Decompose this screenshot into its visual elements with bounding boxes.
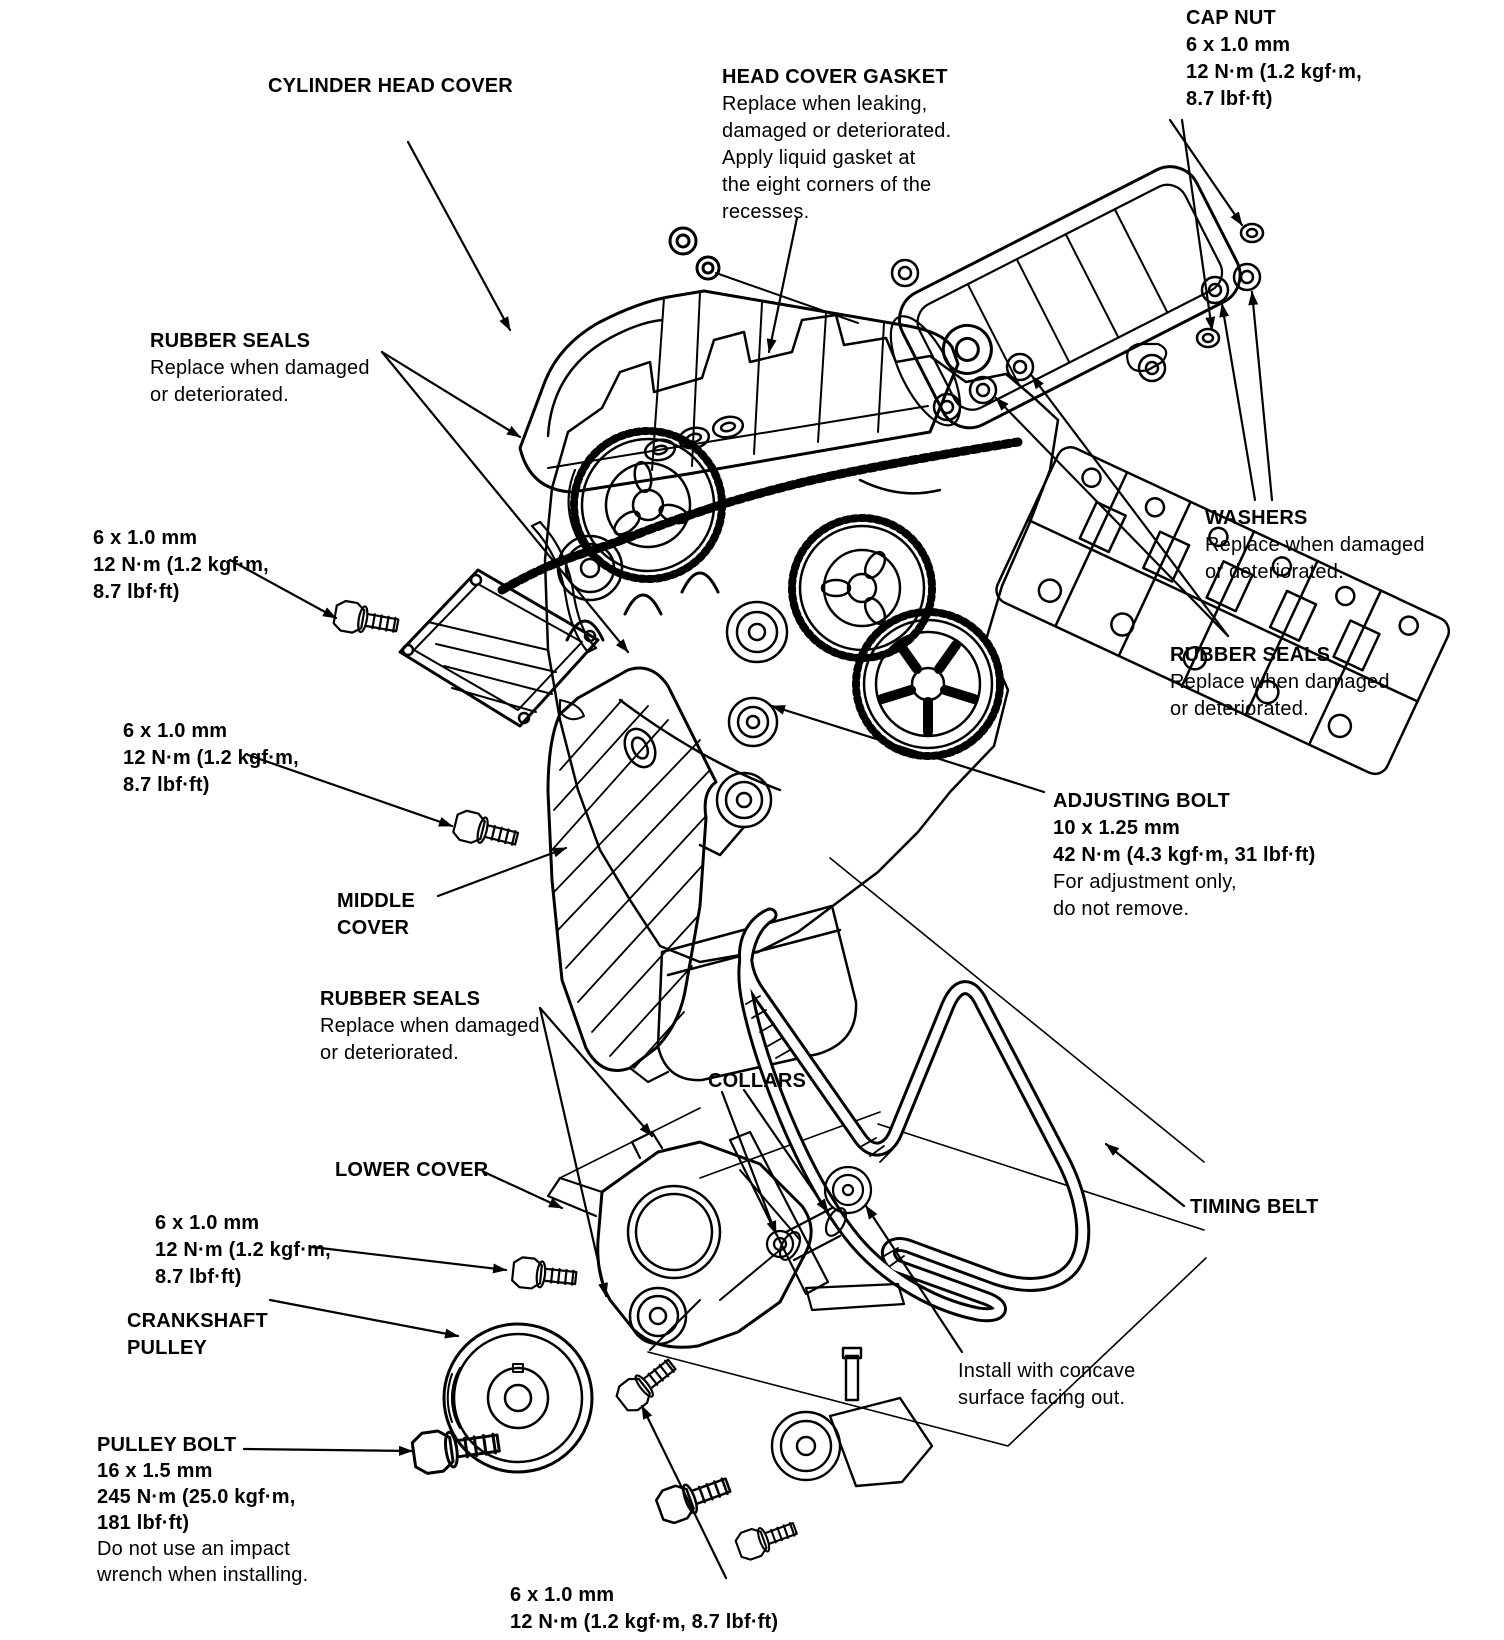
callout-title: ADJUSTING BOLT [1053, 790, 1230, 812]
callout-line: 42 N·m (4.3 kgf·m, 31 lbf·ft) [1053, 844, 1316, 866]
label-lower-cover [335, 1157, 488, 1184]
callout-line: Replace when damaged [150, 357, 370, 379]
engine-block-drawing [545, 315, 1058, 1080]
label-bolt-spec-bottom [510, 1582, 778, 1636]
label-rubber-seals-right [1170, 642, 1390, 723]
callout-title: WASHERS [1205, 507, 1308, 529]
callout-title: CYLINDER HEAD COVER [268, 75, 513, 97]
label-cylinder-head-cover [268, 73, 513, 100]
label-rubber-seals-left [150, 328, 370, 409]
label-adjusting-bolt [1053, 788, 1316, 923]
callout-line: damaged or deteriorated. [722, 120, 952, 142]
arrow-cylinder-head-cover [408, 142, 510, 330]
arrow-washers-2 [1252, 292, 1272, 500]
label-install-note [958, 1358, 1135, 1412]
callout-line: 12 N·m (1.2 kgf·m, [93, 554, 269, 576]
callout-line: 8.7 lbf·ft) [155, 1266, 242, 1288]
arrow-collars-1 [722, 1092, 776, 1234]
callout-title: RUBBER SEALS [1170, 644, 1331, 666]
callout-line: Do not use an impact [97, 1538, 290, 1560]
callout-title: PULLEY [127, 1337, 208, 1359]
arrow-rubber-seals-left-1 [382, 352, 520, 437]
callout-title: HEAD COVER GASKET [722, 66, 948, 88]
callout-line: Replace when damaged [1170, 671, 1390, 693]
callout-line: 245 N·m (25.0 kgf·m, [97, 1486, 296, 1508]
timing-belt-drawing [745, 915, 1083, 1315]
callout-title: RUBBER SEALS [320, 988, 481, 1010]
callout-title: LOWER COVER [335, 1159, 489, 1181]
callout-line: or deteriorated. [1170, 698, 1309, 720]
label-bolt-spec-lower-left [155, 1210, 331, 1291]
callout-line: 12 N·m (1.2 kgf·m, [155, 1239, 331, 1261]
callout-title: MIDDLE [337, 890, 415, 912]
middle-cover-drawing [548, 668, 716, 1082]
callout-line: 8.7 lbf·ft) [123, 774, 210, 796]
callout-line: or deteriorated. [150, 384, 289, 406]
callout-line: 12 N·m (1.2 kgf·m, [1186, 61, 1362, 83]
callout-line: 8.7 lbf·ft) [93, 581, 180, 603]
callout-line: 10 x 1.25 mm [1053, 817, 1180, 839]
arrow-rubber-seals-left-2 [382, 352, 628, 652]
arrow-middle-cover [438, 848, 566, 896]
label-rubber-seals-center [320, 986, 540, 1067]
right-bank-head-drawing [992, 443, 1454, 779]
pulley-bolt-drawing [411, 1423, 501, 1475]
tensioner-drawing [772, 1348, 932, 1486]
label-pulley-bolt [97, 1432, 308, 1588]
callout-line: For adjustment only, [1053, 871, 1237, 893]
arrow-bolt-spec-bottom [642, 1406, 726, 1578]
arrow-lower-cover [484, 1172, 562, 1208]
callout-line: Install with concave [958, 1360, 1136, 1382]
arrow-washers-1 [1222, 304, 1255, 500]
label-collars [708, 1068, 806, 1095]
arrow-cap-nut-1 [1170, 120, 1242, 225]
arrow-head-cover-gasket [769, 218, 797, 352]
callout-title: CAP NUT [1186, 7, 1276, 29]
label-washers [1205, 505, 1425, 586]
label-middle-cover [337, 888, 415, 942]
back-cover-drawing [400, 570, 598, 726]
callout-line: 6 x 1.0 mm [510, 1584, 615, 1606]
label-timing-belt [1190, 1194, 1318, 1221]
callout-line: surface facing out. [958, 1387, 1126, 1409]
callout-title: COLLARS [708, 1070, 807, 1092]
callout-title: CRANKSHAFT [127, 1310, 268, 1332]
arrow-timing-belt [1106, 1144, 1184, 1206]
label-cap-nut [1186, 5, 1362, 113]
label-bolt-spec-upper-left [93, 525, 269, 606]
callout-line: or deteriorated. [1205, 561, 1344, 583]
callout-title: PULLEY BOLT [97, 1434, 237, 1456]
cam-sprockets-drawing [558, 431, 1000, 855]
callout-line: or deteriorated. [320, 1042, 459, 1064]
callout-line: 16 x 1.5 mm [97, 1460, 213, 1482]
callout-line: Replace when leaking, [722, 93, 928, 115]
callout-line: recesses. [722, 201, 810, 223]
callout-line: wrench when installing. [97, 1564, 309, 1586]
callout-line: Replace when damaged [1205, 534, 1425, 556]
arrow-rubber-seals-center-2 [540, 1008, 606, 1296]
callout-line: 12 N·m (1.2 kgf·m, [123, 747, 299, 769]
callout-line: 12 N·m (1.2 kgf·m, 8.7 lbf·ft) [510, 1611, 779, 1633]
callout-line: 8.7 lbf·ft) [1186, 88, 1273, 110]
callout-line: the eight corners of the [722, 174, 932, 196]
callout-line: 6 x 1.0 mm [123, 720, 228, 742]
arrow-bolt-spec-lower-left [312, 1247, 506, 1270]
callout-line: 6 x 1.0 mm [1186, 34, 1291, 56]
arrow-adjusting-bolt [772, 706, 1044, 792]
arrow-crankshaft-pulley [270, 1300, 458, 1336]
label-bolt-spec-mid-left [123, 718, 299, 799]
callout-line: 6 x 1.0 mm [93, 527, 198, 549]
callout-line: 6 x 1.0 mm [155, 1212, 260, 1234]
label-head-cover-gasket [722, 64, 951, 226]
callout-title: RUBBER SEALS [150, 330, 311, 352]
callout-line: Replace when damaged [320, 1015, 540, 1037]
callout-title: COVER [337, 917, 410, 939]
callout-line: do not remove. [1053, 898, 1190, 920]
callout-line: 181 lbf·ft) [97, 1512, 190, 1534]
callout-line: Apply liquid gasket at [722, 147, 916, 169]
label-crankshaft-pulley [127, 1308, 268, 1362]
callout-title: TIMING BELT [1190, 1196, 1319, 1218]
